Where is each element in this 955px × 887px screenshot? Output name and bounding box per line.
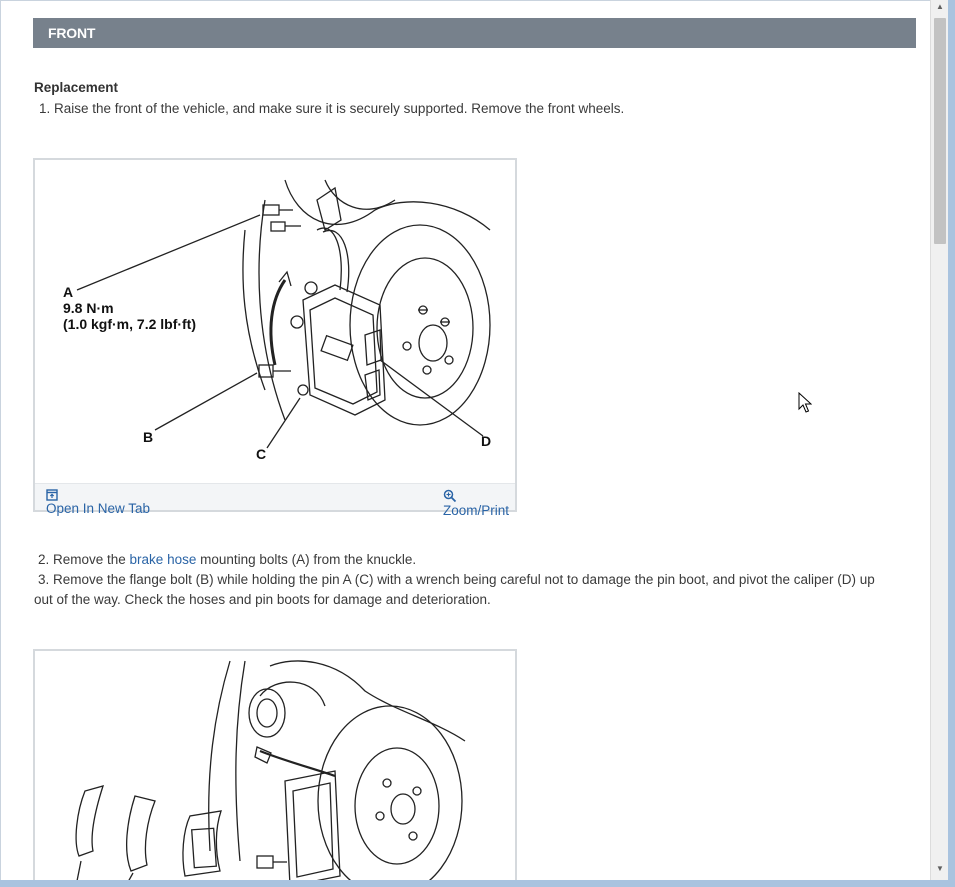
step-2-text — [38, 550, 416, 570]
label-b: B — [143, 429, 154, 445]
scrollbar-thumb[interactable] — [934, 18, 946, 244]
label-a-torque-alt: (1.0 kgf·m, 7.2 lbf·ft) — [63, 316, 197, 332]
figure-toolbar — [35, 483, 515, 518]
zoom-print-link[interactable] — [443, 489, 509, 518]
step-3-line-2: out of the way. Check the hoses and pin boots for damage and deterioration. — [34, 592, 491, 607]
replacement-heading: Replacement — [34, 80, 119, 95]
caliper-illustration[interactable] — [35, 160, 515, 484]
label-a-torque: 9.8 N·m — [63, 300, 114, 316]
brake-hose-link[interactable]: brake hose — [129, 552, 197, 567]
label-c: C — [256, 446, 267, 462]
step-3-line-1: 3. Remove the flange bolt (B) while holding the pin A (C) with a wrench being careful not to damage the pin boot, and pivot the caliper (D) up — [38, 572, 875, 587]
window-frame-right — [948, 0, 955, 887]
open-new-tab-icon — [46, 489, 58, 501]
scroll-down-arrow-icon[interactable]: ▼ — [936, 864, 944, 873]
mouse-pointer-icon — [798, 392, 812, 414]
vertical-scrollbar[interactable] — [930, 0, 949, 880]
figure-brake-pads — [33, 649, 517, 881]
scroll-up-arrow-icon[interactable]: ▲ — [936, 2, 944, 11]
step-2-prefix: 2. Remove the — [38, 552, 130, 567]
section-header-front: FRONT — [33, 18, 916, 48]
magnifier-icon — [443, 489, 457, 503]
zoom-print-label: Zoom/Print — [442, 503, 509, 518]
brake-pads-illustration[interactable] — [35, 651, 515, 881]
label-a: A — [63, 284, 74, 300]
step-2-suffix: mounting bolts (A) from the knuckle. — [196, 552, 417, 567]
figure-caliper-removal — [33, 158, 517, 518]
open-new-tab-link[interactable] — [46, 489, 150, 516]
step-1-text: 1. Raise the front of the vehicle, and make sure it is securely supported. Remove the front wheels. — [39, 101, 625, 116]
label-d: D — [481, 433, 492, 449]
open-new-tab-label: Open In New Tab — [46, 501, 151, 516]
window-frame-bottom — [0, 880, 955, 887]
